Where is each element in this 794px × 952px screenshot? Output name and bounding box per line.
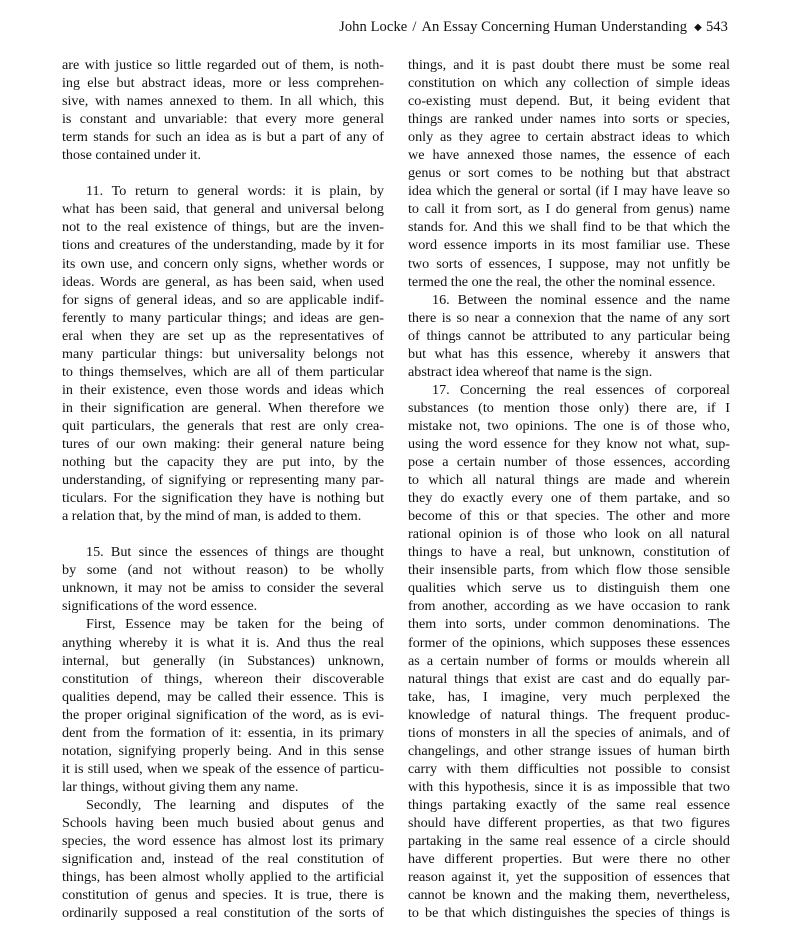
section-15: [62, 543, 384, 615]
text-line: two sorts of essences, I suppose, may not unfitly be: [408, 255, 730, 272]
text-line: with this hypothesis, since it is as impossible that two: [408, 778, 730, 795]
text-line: anything whereby it is what it is. And thus the real: [62, 634, 384, 651]
left-column: [62, 56, 384, 922]
text-line: only as they agree to certain abstract ideas to which: [408, 129, 730, 146]
text-line: become of this or that species. The other and more: [408, 508, 730, 525]
text-line: tions and creatures of the understanding, made by it for: [62, 237, 384, 254]
text-line: to call it from sort, as I do general from genus) name: [408, 201, 730, 218]
text-line: Schools having been much busied about genus and: [62, 814, 384, 831]
text-line: Secondly, The learning and disputes of the: [86, 796, 384, 813]
text-line: we have annexed those names, the essence of each: [408, 147, 730, 164]
text-line: tures of our own making: their general nature being: [62, 435, 384, 452]
text-line: qualities which serve us to distinguish them one: [408, 580, 730, 597]
paragraph-continuation: [62, 56, 384, 164]
text-line: for signs of general ideas, and so are applicable indif-: [62, 291, 384, 308]
text-line: ideas. Words are general, as has been said, when used: [62, 273, 384, 290]
text-line: ordinarily supposed a real constitution of the sorts of: [62, 905, 384, 922]
text-line: knowledge of natural things. The frequent produc-: [408, 706, 730, 723]
text-line: what has been said, that general and universal belong: [62, 201, 384, 218]
text-line: things are ranked under names into sorts or species,: [408, 111, 730, 128]
text-line: tions of monsters in all the species of animals, and of: [408, 724, 730, 741]
text-line: quit particulars, the generals that rest are only crea-: [62, 417, 384, 434]
text-line: co-existing must depend. But, it being evident that: [408, 93, 730, 110]
text-line: to be that which distinguishes the species of things is: [408, 905, 730, 922]
text-line: sive, with names annexed to them. In all which, this: [62, 93, 384, 110]
text-line: word essence imports in its most familiar use. These: [408, 237, 730, 254]
text-line: in their signification are general. When therefore we: [62, 399, 384, 416]
text-line: its own use, and concern only signs, whether words or: [62, 255, 384, 272]
text-line: them into sorts, under common denominations. The: [408, 616, 730, 633]
text-line: species, the word essence has almost lost its primary: [62, 833, 384, 850]
text-line: of things cannot be attributed to any particular being: [408, 327, 730, 344]
text-line: a relation that, by the mind of man, is added to them.: [62, 508, 362, 525]
text-line: to which all natural things are made and wherein: [408, 472, 730, 489]
header-separator: /: [412, 19, 417, 35]
text-line: dent from the formation of it: essentia, in its primary: [62, 724, 384, 741]
text-line: term stands for such an idea as is but a part of any of: [62, 129, 384, 146]
text-line: abstract idea whereof that name is the sign.: [408, 363, 653, 380]
section-17: [408, 381, 730, 922]
text-line: rational opinion is of those who look on all natural: [408, 526, 730, 543]
text-line: things partaking exactly of the same real essence: [408, 796, 730, 813]
text-line: eral when they are set up as the representatives of: [62, 327, 384, 344]
text-line: they do exactly every one of them partake, and so: [408, 490, 730, 507]
text-line: are with justice so little regarded out of them, is noth-: [62, 57, 384, 73]
text-line: pose a certain number of those essences, according: [408, 454, 730, 471]
text-line: constitution of genus and species. It is true, there is: [62, 887, 384, 904]
text-line: qualities depend, may be called their essence. This is: [62, 688, 384, 705]
text-line: idea which the general or sortal (if I may have leave so: [408, 183, 730, 200]
text-line: their insensible parts, from which flow those sensible: [408, 562, 730, 579]
text-line: notation, signifying properly being. And in this sense: [62, 742, 384, 759]
text-line: 16. Between the nominal essence and the name: [432, 291, 730, 308]
text-line: unknown, it may not be amiss to consider the several: [62, 580, 384, 597]
text-line: things, has been almost wholly applied to the artificial: [62, 869, 384, 886]
text-line: 11. To return to general words: it is plain, by: [86, 183, 384, 200]
text-line: nothing but the capacity they are put into, by the: [62, 454, 384, 471]
text-line: in their existence, even those words and ideas which: [62, 381, 384, 398]
text-line: carry with them difficulties not possible to consist: [408, 760, 730, 777]
page-number: 543: [705, 19, 728, 35]
text-line: the proper original signification of the word, as is evi-: [62, 706, 384, 723]
text-line: ferently to many particular things; and ideas are gen-: [62, 309, 384, 326]
text-line: substances (to mention those only) there are, if I: [408, 399, 730, 416]
text-line: changelings, and other strange issues of human birth: [408, 742, 730, 759]
text-line: many particular things: but universality belongs not: [62, 345, 384, 362]
text-line: partaking in the same real essence of a circle should: [408, 833, 730, 850]
text-line: from another, according as we have occasion to rank: [408, 598, 730, 615]
text-line: mistake not, two opinions. The one is of those who,: [408, 417, 730, 434]
text-line: but what has this essence, whereby it answers that: [408, 345, 730, 362]
running-header: [62, 18, 728, 38]
section-16: [408, 291, 730, 381]
text-line: understanding, of signifying or representing many par-: [62, 472, 384, 489]
text-line: things to have a real, but unknown, constitution of: [408, 544, 730, 561]
text-line: it is still used, when we speak of the essence of particu-: [62, 760, 384, 777]
text-line: stands for. And this we shall find to be that which the: [408, 219, 730, 236]
text-line: have different properties. But were there no other: [408, 851, 730, 868]
text-line: take, has, I imagine, very much perplexed the: [408, 688, 730, 705]
text-line: 15. But since the essences of things are thought: [86, 544, 384, 561]
section-15-first: [62, 615, 384, 795]
text-line: internal, but generally (in Substances) unknown,: [62, 652, 384, 669]
text-line: former of the opinions, which supposes these essences: [408, 634, 730, 651]
text-line: using the word essence for they know not what, sup-: [408, 435, 730, 452]
section-15-second: [62, 796, 384, 922]
header-title: An Essay Concerning Human Understanding: [421, 19, 688, 35]
text-line: as a certain number of forms or moulds wherein all: [408, 652, 730, 669]
text-line: to things themselves, which are all of them particular: [62, 363, 384, 380]
text-line: First, Essence may be taken for the being of: [86, 616, 384, 633]
text-line: is constant and unvariable: that every more general: [62, 111, 384, 128]
diamond-ornament-icon: ◆: [694, 22, 702, 33]
text-line: constitution of things, whereon their discoverable: [62, 670, 384, 687]
text-line: 17. Concerning the real essences of corporeal: [432, 381, 730, 398]
text-line: ing else but abstract ideas, more or less comprehen-: [62, 75, 384, 92]
right-column: [408, 56, 730, 922]
text-line: there is so near a connexion that the name of any sort: [408, 309, 730, 326]
text-line: genus or sort comes to be nothing but that abstract: [408, 165, 730, 182]
header-author: John Locke: [339, 19, 408, 35]
text-line: ticulars. For the signification they have is nothing but: [62, 490, 384, 507]
text-line: should have different properties, as that two figures: [408, 814, 730, 831]
section-11: [62, 182, 384, 525]
text-line: natural things that exist are cast and do equally par-: [408, 670, 730, 687]
text-line: termed the one the real, the other the nominal essence.: [408, 273, 716, 290]
text-line: significations of the word essence.: [62, 598, 258, 615]
text-line: constitution on which any collection of simple ideas: [408, 75, 730, 92]
text-line: those contained under it.: [62, 147, 202, 164]
text-line: reason against it, yet the supposition of essences that: [408, 869, 730, 886]
text-line: by some (and not without reason) to be wholly: [62, 562, 384, 579]
text-line: signification and, instead of the real constitution of: [62, 851, 384, 868]
text-line: lar things, without giving them any name.: [62, 778, 299, 795]
section-15-continued: [408, 56, 730, 291]
text-line: not to the real existence of things, but are the inven-: [62, 219, 384, 236]
text-line: cannot be known and the making them, nevertheless,: [408, 887, 730, 904]
text-line: things, and it is past doubt there must be some real: [408, 57, 730, 73]
